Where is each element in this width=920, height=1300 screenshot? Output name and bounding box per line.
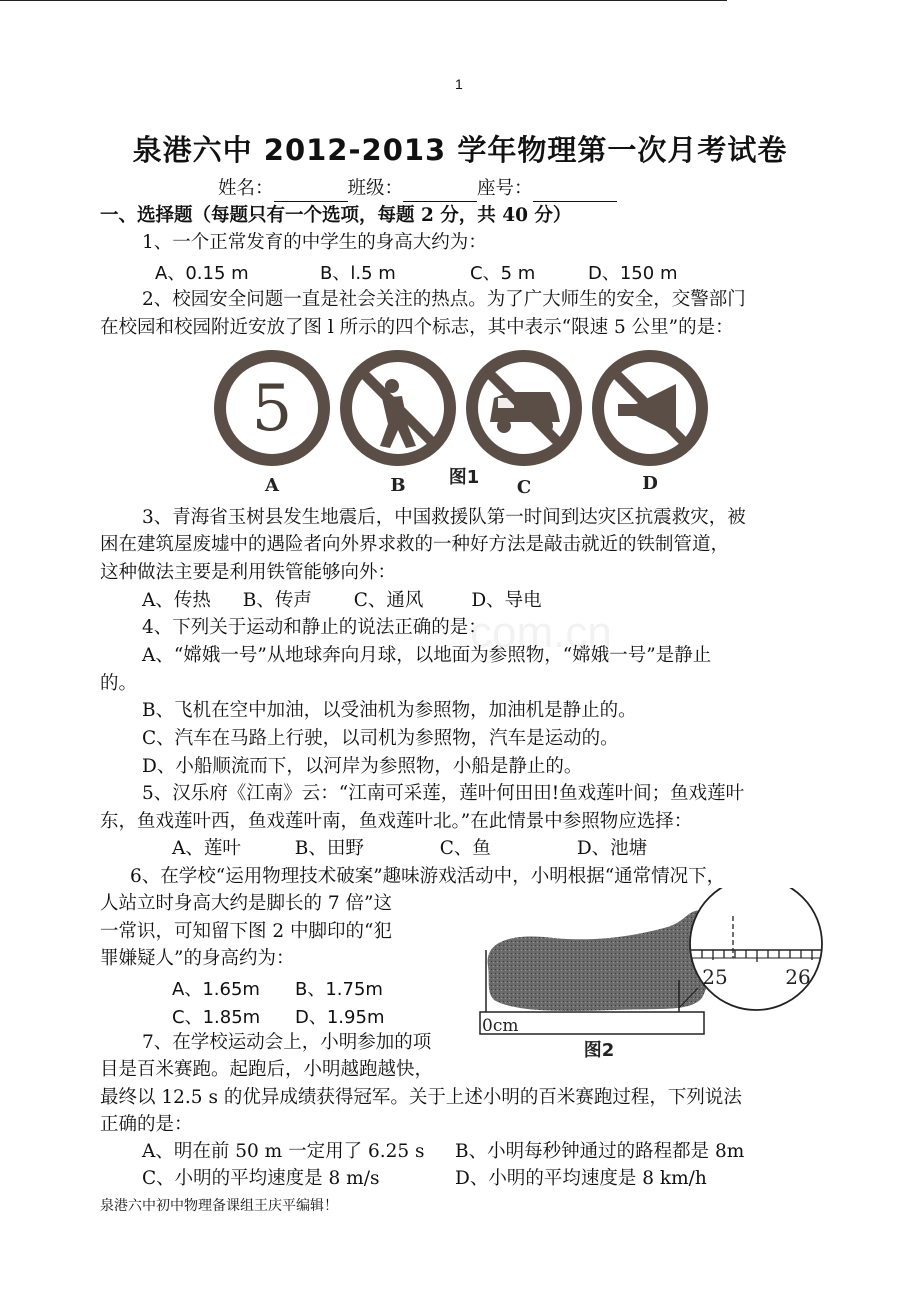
q7-option-a[interactable]: A、明在前 50 m 一定用了 6.25 s (142, 1141, 425, 1162)
figure-1-signs (210, 348, 720, 496)
sign-label-d: D (642, 473, 658, 494)
q3-line3: 这种做法主要是利用铁管能够向外： (100, 562, 397, 583)
ruler-tick-25: 25 (702, 965, 728, 989)
seat-label: 座号： (477, 178, 533, 199)
class-label: 班级： (347, 178, 404, 199)
q2-line1: 2、校园安全问题一直是社会关注的热点。为了广大师生的安全，交警部门 (142, 289, 746, 310)
q4-option-a-line1[interactable]: A、“嫦娥一号”从地球奔向月球，以地面为参照物，“嫦娥一号”是静止 (142, 645, 712, 666)
q6-option-b[interactable]: B、1.75m (295, 979, 383, 1000)
magnifier-circle (690, 888, 822, 1010)
class-blank[interactable] (403, 181, 477, 202)
q7-line2: 目是百米赛跑。起跑后，小明越跑越快， (100, 1059, 434, 1080)
exam-title: 泉港六中 2012-2013 学年物理第一次月考试卷 (132, 133, 788, 167)
ruler-tick-26: 26 (785, 965, 811, 989)
q7-option-b[interactable]: B、小明每秒钟通过的路程都是 8m (455, 1141, 745, 1162)
page-number: 1 (455, 76, 463, 92)
q3-line2: 困在建筑屋废墟中的遇险者向外界求救的一种好方法是敲击就近的铁制管道， (100, 534, 730, 555)
q1-option-c[interactable]: C、5 m (470, 263, 536, 284)
q7-line4: 正确的是： (100, 1114, 193, 1135)
footer-note: 泉港六中初中物理备课组王庆平编辑！ (100, 1198, 338, 1214)
q3-option-d[interactable]: D、导电 (471, 590, 542, 611)
name-label: 姓名： (218, 178, 274, 199)
q5-option-d[interactable]: D、池塘 (576, 838, 648, 859)
q5-options (172, 836, 647, 862)
q3-options (142, 588, 542, 614)
footprint-icon (488, 910, 721, 1011)
sign-label-a: A (265, 475, 279, 496)
ruler-start-label: 0cm (482, 1016, 519, 1036)
q6-line4: 罪嫌疑人”的身高约为： (100, 948, 295, 969)
q6-option-d[interactable]: D、1.95m (295, 1007, 385, 1028)
q4-stem: 4、下列关于运动和静止的说法正确的是： (142, 617, 487, 638)
q5-option-c[interactable]: C、鱼 (439, 838, 491, 859)
header-rule (0, 0, 727, 1)
q1-option-a[interactable]: A、0.15 m (155, 263, 249, 284)
q6-line2: 人站立时身高大约是脚长的 7 倍”这 (100, 893, 392, 914)
q6-line3: 一常识，可知留下图 2 中脚印的“犯 (100, 921, 392, 942)
q1-option-b[interactable]: B、l.5 m (320, 263, 396, 284)
name-blank[interactable] (274, 181, 348, 202)
q3-option-a[interactable]: A、传热 (142, 590, 211, 611)
q6-option-a[interactable]: A、1.65m (172, 979, 260, 1000)
q4-option-a-line2[interactable]: 的。 (100, 673, 138, 694)
q2-line2: 在校园和校园附近安放了图 l 所示的四个标志，其中表示“限速 5 公里”的是： (100, 317, 734, 338)
section-heading: 一、选择题（每题只有一个选项，每题 2 分，共 40 分） (100, 205, 572, 226)
q4-option-d[interactable]: D、小船顺流而下，以河岸为参照物，小船是静止的。 (142, 756, 583, 777)
q7-option-d[interactable]: D、小明的平均速度是 8 km/h (455, 1168, 707, 1189)
sign-label-b: B (390, 475, 406, 496)
sign-d-no-horn-icon (598, 356, 702, 460)
figure-2-footprint (474, 888, 824, 1063)
q5-option-a[interactable]: A、莲叶 (172, 838, 241, 859)
q3-option-c[interactable]: C、通风 (353, 590, 424, 611)
seat-blank[interactable] (533, 181, 617, 202)
q3-option-b[interactable]: B、传声 (242, 590, 312, 611)
q5-line2: 东，鱼戏莲叶西，鱼戏莲叶南，鱼戏莲叶北。”在此情景中参照物应选择： (100, 811, 693, 832)
sign-a-number: 5 (251, 372, 293, 446)
sign-a-speed-limit-icon (220, 356, 324, 460)
q1-option-d[interactable]: D、150 m (588, 263, 678, 284)
figure-1-caption: 图1 (448, 467, 480, 488)
q7-line1: 7、在学校运动会上，小明参加的项 (142, 1032, 432, 1053)
q3-line1: 3、青海省玉树县发生地震后，中国救援队第一时间到达灾区抗震救灾，被 (142, 507, 746, 528)
student-info-line (218, 176, 617, 202)
sign-b-no-pedestrians-icon (346, 356, 450, 460)
q4-option-b[interactable]: B、飞机在空中加油，以受油机为参照物，加油机是静止的。 (142, 700, 637, 721)
q7-line3: 最终以 12.5 s 的优异成绩获得冠军。关于上述小明的百米赛跑过程，下列说法 (100, 1087, 742, 1108)
sign-label-c: C (516, 477, 532, 496)
q4-option-c[interactable]: C、汽车在马路上行驶，以司机为参照物，汽车是运动的。 (142, 728, 619, 749)
q6-option-c[interactable]: C、1.85m (172, 1007, 261, 1028)
q1-stem: 1、一个正常发育的中学生的身高大约为： (142, 232, 487, 253)
q5-option-b[interactable]: B、田野 (294, 838, 364, 859)
sign-c-no-vehicles-icon (472, 356, 576, 460)
figure-2-caption: 图2 (583, 1040, 615, 1061)
q6-line1: 6、在学校“运用物理技术破案”趣味游戏活动中，小明根据“通常情况下， (130, 866, 726, 887)
q5-line1: 5、汉乐府《江南》云：“江南可采莲，莲叶何田田!鱼戏莲叶间；鱼戏莲叶 (142, 783, 745, 804)
watermark: com.cn (470, 608, 612, 657)
q7-option-c[interactable]: C、小明的平均速度是 8 m/s (142, 1168, 380, 1189)
